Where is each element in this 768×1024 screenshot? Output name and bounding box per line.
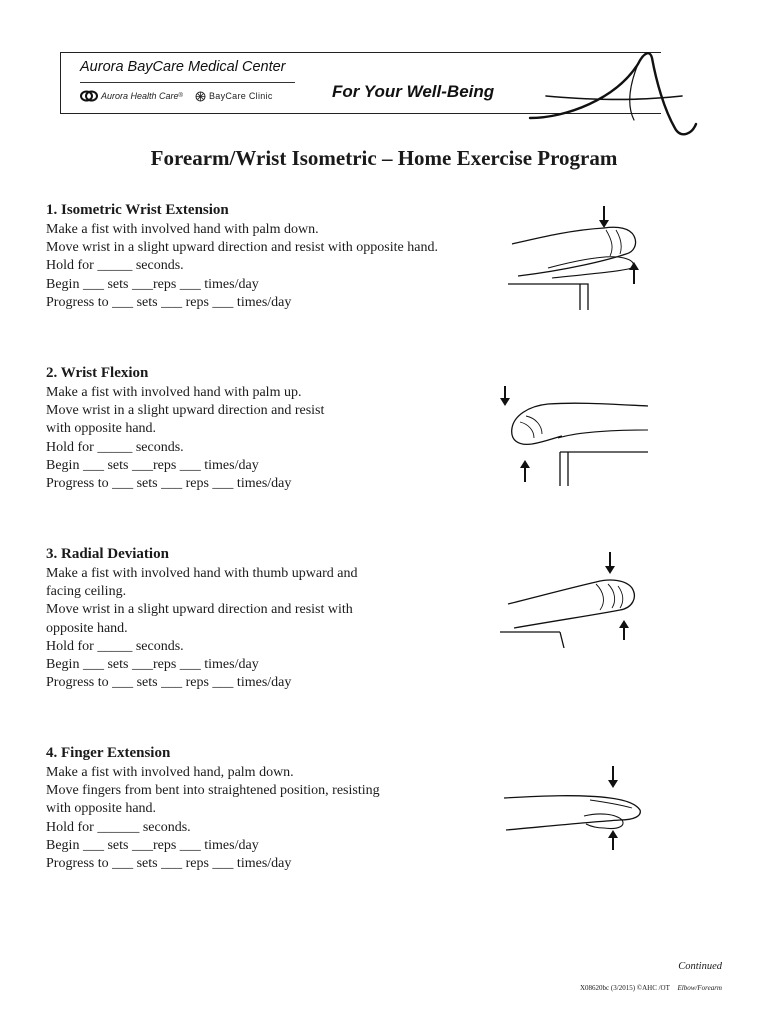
baycare-clinic-name: BayCare Clinic — [208, 91, 273, 101]
tagline: For Your Well-Being — [332, 82, 495, 101]
radial-deviation-illustration — [500, 548, 648, 648]
progress-line: Progress to ___ sets ___ reps ___ times/day — [46, 476, 292, 492]
org-divider — [80, 82, 295, 83]
aurora-health-care-logo — [80, 90, 183, 102]
begin-line: Begin ___ sets ___reps ___ times/day — [46, 457, 259, 473]
document-category: Elbow/Forearm — [677, 984, 722, 992]
instruction-line: Make a fist with involved hand with palm up. — [46, 385, 302, 400]
exercise-4 — [46, 743, 506, 873]
continued-label: Continued — [678, 961, 722, 972]
progress-line: Progress to ___ sets ___ reps ___ times/day — [46, 675, 292, 691]
instruction-line: Move wrist in a slight upward direction and resist with opposite hand. — [46, 240, 438, 256]
instruction-line: Move wrist in a slight upward direction and resist with — [46, 602, 353, 618]
baycare-clinic-logo — [195, 91, 273, 102]
document-header — [60, 52, 700, 114]
baycare-star-icon — [195, 91, 206, 102]
page-title: Forearm/Wrist Isometric – Home Exercise Program — [150, 146, 618, 170]
progress-line: Progress to ___ sets ___ reps ___ times/day — [46, 856, 292, 872]
footer-code — [580, 984, 722, 992]
hold-line: Hold for ______ seconds. — [46, 819, 191, 835]
exercise-3 — [46, 544, 506, 692]
instruction-line: Make a fist with involved hand with palm down. — [46, 222, 319, 237]
partner-logos — [80, 90, 285, 102]
instruction-line: Move wrist in a slight upward direction and resist — [46, 403, 325, 419]
instruction-line: Make a fist with involved hand, palm down. — [46, 765, 294, 780]
exercise-heading: 3. Radial Deviation — [46, 546, 169, 562]
registered-mark: ® — [178, 93, 183, 99]
exercise-heading: 2. Wrist Flexion — [46, 365, 149, 381]
exercise-1 — [46, 200, 506, 312]
progress-line: Progress to ___ sets ___ reps ___ times/day — [46, 294, 292, 310]
aurora-swirl-icon — [80, 90, 98, 102]
hold-line: Hold for _____ seconds. — [46, 258, 184, 274]
org-name: Aurora BayCare Medical Center — [80, 59, 286, 75]
begin-line: Begin ___ sets ___reps ___ times/day — [46, 657, 259, 673]
instruction-line: facing ceiling. — [46, 584, 127, 600]
exercise-heading: 1. Isometric Wrist Extension — [46, 202, 229, 218]
hold-line: Hold for _____ seconds. — [46, 638, 184, 654]
exercise-2 — [46, 363, 506, 493]
finger-extension-illustration — [500, 764, 648, 854]
instruction-line: Make a fist with involved hand with thumb upward and — [46, 566, 358, 581]
hold-line: Hold for _____ seconds. — [46, 439, 184, 455]
instruction-line: Move fingers from bent into straightened position, resisting — [46, 783, 380, 799]
instruction-line: opposite hand. — [46, 620, 128, 636]
aurora-health-care-name: Aurora Health Care — [101, 91, 179, 101]
wrist-flexion-illustration — [498, 382, 648, 492]
exercise-heading: 4. Finger Extension — [46, 745, 171, 761]
instruction-line: with opposite hand. — [46, 421, 157, 437]
wrist-extension-illustration — [508, 200, 656, 310]
document-code: X08620bc (3/2015) ©AHC /OT — [580, 984, 670, 992]
aurora-script-a-logo — [526, 44, 706, 140]
begin-line: Begin ___ sets ___reps ___ times/day — [46, 837, 259, 853]
begin-line: Begin ___ sets ___reps ___ times/day — [46, 276, 259, 292]
instruction-line: with opposite hand. — [46, 801, 157, 817]
